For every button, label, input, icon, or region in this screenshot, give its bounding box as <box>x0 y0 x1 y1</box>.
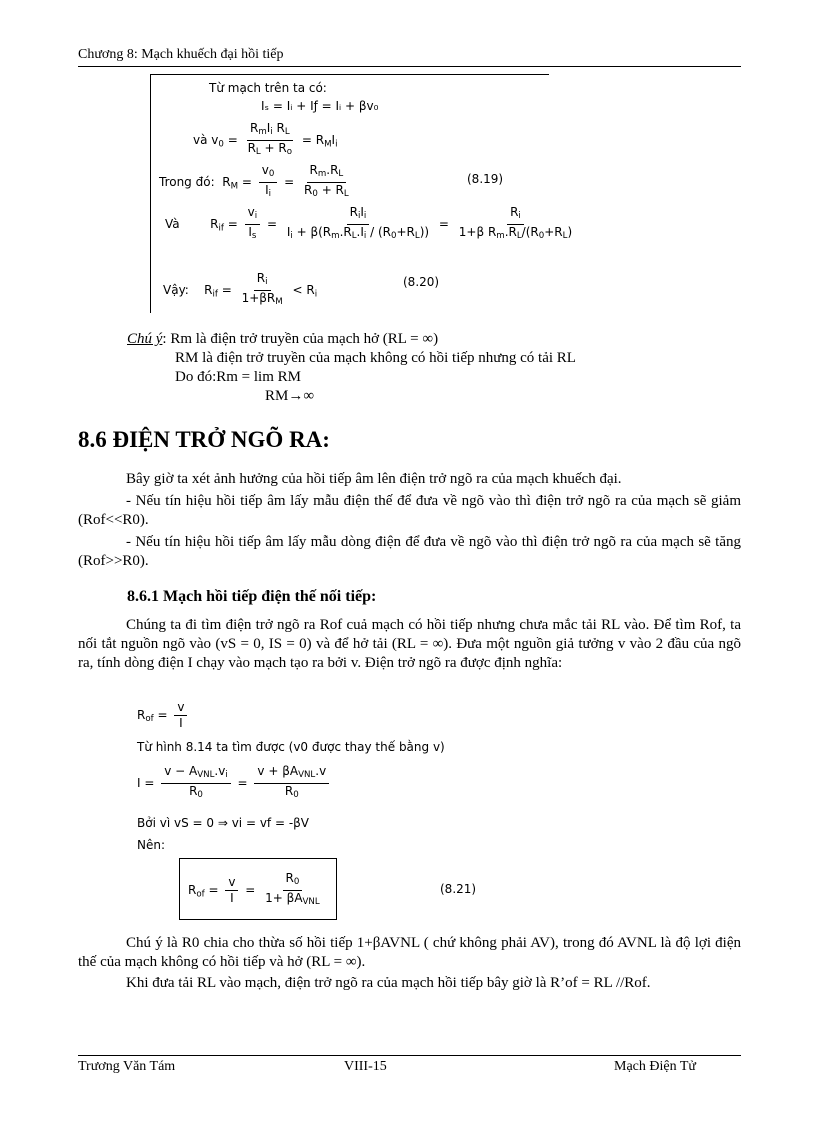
eq-rif: Và $R_{if}$ = $\frac{v_i}{I_s}$ = $\frac{R_iI_i}{I_i + \beta(R_m.R_L.I_i / (R_0+R_L))}$ = $\frac{R_i}{1+\beta R_m.R_L/(R_0+R_L)}$ <box>165 205 573 242</box>
closing-para-2: Khi đưa tải RL vào mạch, điện trở ngõ ra của mạch hồi tiếp bây giờ là R’of = RL //Rof. <box>126 975 651 991</box>
note-label: Chú ý <box>127 331 163 347</box>
note-line-4: RM→∞ <box>265 388 315 404</box>
subsection-para: Chúng ta đi tìm điện trở ngõ ra Rof cuả mạch có hồi tiếp nhưng chưa mắc tải RL vào. Để tìm Rof, ta nối tắt nguồn ngõ vào (vS = 0, IS = 0) và để hở tải (RL = ∞). Đưa một nguồn giả tưởng v vào 2 đầu của ngõ ra, tính dòng điện I chạy vào mạch tạo ra bởi v. Điện trở ngõ ra được định nghĩa: <box>78 617 741 671</box>
eq-rm: Trong đó: $R_M$ = $\frac{v_0}{I_i}$ = $\frac{R_m.R_L}{R_0 + R_L}$ <box>159 163 349 200</box>
eq-number-8-20: (8.20) <box>403 275 440 289</box>
note <box>127 330 576 406</box>
section-para-3: - Nếu tín hiệu hồi tiếp âm lấy mẫu dòng điện để đưa về ngõ vào thì điện trở ngõ ra của mạch sẽ tăng (Rof>>R0). <box>78 534 741 569</box>
subsection-heading: 8.6.1 Mạch hồi tiếp điện thế nối tiếp: <box>127 588 377 605</box>
eq-rof-result-box: $R_{of}$ = $\frac{v}{I}$ = $\frac{R_0}{1+ \beta A_{VNL}}$ <box>179 858 337 920</box>
eq-since: Bởi vì vS = 0 ⇒ vi = vf = -βV <box>137 816 310 830</box>
equation-block-2 <box>137 700 517 925</box>
eq-rof-def: $R_{of}$ = $\frac{v}{I}$ <box>137 700 190 731</box>
eq-from-figure: Từ hình 8.14 ta tìm được (v0 được thay thế bằng v) <box>137 740 445 754</box>
eq-number-8-21: (8.21) <box>440 882 477 896</box>
eq-current: I = $\frac{v - A_{VNL}.v_i}{R_0}$ = $\frac{v + \beta A_{VNL}.v}{R_0}$ <box>137 764 332 803</box>
footer-book-title: Mạch Điện Tử <box>614 1059 696 1074</box>
eq-intro: Từ mạch trên ta có: <box>209 81 327 95</box>
header-rule <box>78 66 741 67</box>
section-para-1: Bây giờ ta xét ảnh hưởng của hồi tiếp âm lên điện trở ngõ ra của mạch khuếch đại. <box>126 471 622 487</box>
page-header: Chương 8: Mạch khuếch đại hồi tiếp <box>78 47 284 62</box>
equation-block-1 <box>150 74 573 313</box>
closing-para-1: Chú ý là R0 chia cho thừa số hồi tiếp 1+βAVNL ( chứ không phải AV), trong đó AVNL là độ lợi điện thế của mạch không có hồi tiếp và hở (RL = ∞). <box>78 935 741 970</box>
footer-author: Trương Văn Tám <box>78 1059 176 1074</box>
footer-page-number: VIII-15 <box>344 1059 387 1074</box>
note-line-1: : Rm là điện trở truyền của mạch hở (RL = ∞) <box>162 331 439 347</box>
eq-rif-final: Vậy: $R_{if}$ = $\frac{R_i}{1+\beta R_M}$ < $R_i$ <box>163 271 318 308</box>
note-line-3: Do đó:Rm = lim RM <box>175 369 301 385</box>
note-line-2: RM là điện trở truyền của mạch không có hồi tiếp nhưng có tải RL <box>175 350 576 366</box>
eq-nen: Nên: <box>137 838 166 852</box>
eq-current-sum: Iₛ = Iᵢ + Iƒ = Iᵢ + βv₀ <box>261 99 379 113</box>
eq-v0: và $v_0$ = $\frac{R_mI_i R_L}{R_L + R_o}$ = $R_MI_i$ <box>193 121 338 158</box>
footer-rule <box>78 1055 741 1056</box>
eq-number-8-19: (8.19) <box>467 172 504 186</box>
section-para-2: - Nếu tín hiệu hồi tiếp âm lấy mẫu điện thế để đưa về ngõ vào thì điện trở ngõ ra của mạch sẽ giảm (Rof<<R0). <box>78 493 741 528</box>
section-heading: 8.6 ĐIỆN TRỞ NGÕ RA: <box>78 427 330 452</box>
